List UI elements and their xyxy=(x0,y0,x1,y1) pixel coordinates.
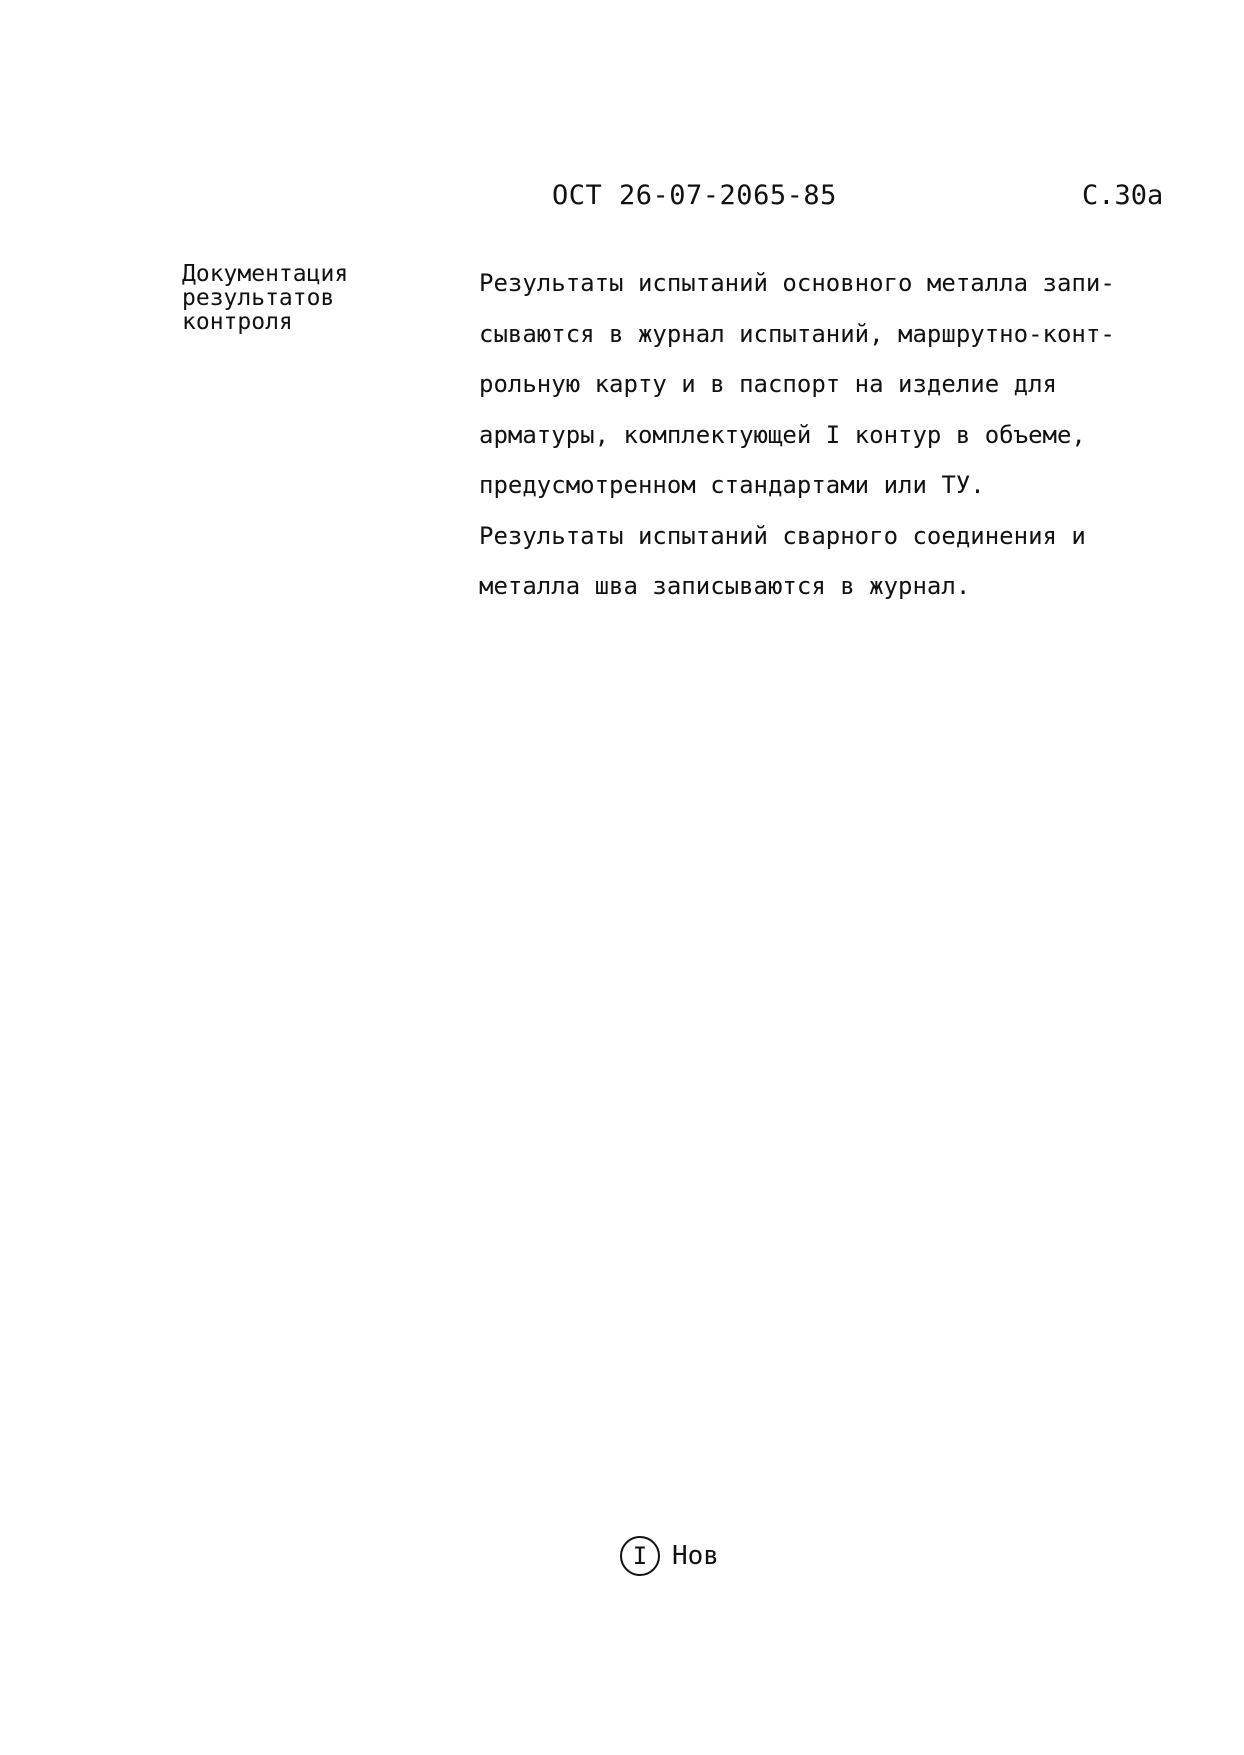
body-line: Результаты испытаний сварного соединения и xyxy=(479,521,1086,550)
body-line: Результаты испытаний основного металла запи- xyxy=(479,269,1115,297)
document-code: ОСТ 26-07-2065-85 xyxy=(552,180,837,211)
body-line: рольную карту и в паспорт на изделие для xyxy=(479,370,1057,398)
body-line: сываются в журнал испытаний, маршрутно-конт- xyxy=(479,319,1115,348)
change-label: Нов xyxy=(672,1541,719,1571)
body-line: предусмотренном стандартами или ТУ. xyxy=(479,471,985,499)
section-label-line: контроля xyxy=(182,309,293,335)
section-label-line: результатов xyxy=(182,285,335,311)
body-line: арматуры, комплектующей I контур в объеме, xyxy=(479,420,1086,449)
change-number-circle: I xyxy=(620,1536,660,1576)
section-body xyxy=(479,258,1199,612)
section-label xyxy=(182,262,432,334)
page-number: С.30а xyxy=(1082,180,1164,211)
change-mark xyxy=(620,1536,719,1576)
section-label-line: Документация xyxy=(182,261,349,287)
body-line: металла шва записываются в журнал. xyxy=(479,572,971,600)
